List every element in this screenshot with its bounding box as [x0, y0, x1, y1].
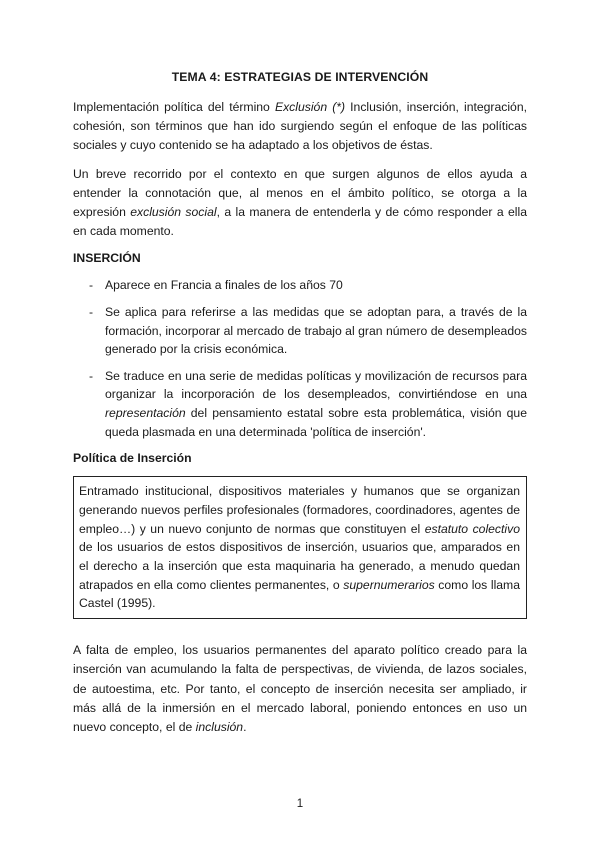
definition-text-b: de los usuarios de estos dispositivos de inserción, usuarios que, amparados en el derecho a la inserción que esta maquinaria ha generado, a menudo quedan atrapados en ella como clientes permanentes, o	[79, 540, 520, 592]
definition-italic-1: estatuto colectivo	[424, 521, 520, 536]
dash-bullet: -	[89, 278, 94, 293]
dash-bullet: -	[89, 305, 94, 320]
intro-p2-italic: exclusión social	[130, 205, 217, 220]
list-item-text: Se aplica para referirse a las medidas que se adoptan para, a través de la formación, incorporar al mercado de trabajo al gran número de desempleados generado por la crisis económica.	[105, 305, 527, 357]
definition-box	[73, 476, 527, 619]
intro-p2-text-after: , a la manera de entenderla y de cómo responder a ella en cada momento.	[73, 205, 527, 239]
definition-italic-2: supernumerarios	[343, 577, 435, 592]
page-number: 1	[296, 798, 304, 810]
insercion-list	[73, 276, 527, 441]
closing-text: A falta de empleo, los usuarios permanentes del aparato político creado para la inserción van acumulando la falta de perspectivas, de vivienda, de lazos sociales, de autoestima, etc. Por tanto, el concepto de inserción necesita ser ampliado, ir más allá de la inmersión en el mercado laboral, poniendo entonces en uso un nuevo concepto, el de	[73, 643, 527, 734]
definition-text	[79, 482, 520, 613]
intro-p1-italic: Exclusión (*)	[274, 100, 346, 114]
list-item	[73, 303, 527, 359]
list-item-text: Se traduce en una serie de medidas políticas y movilización de recursos para organizar la incorporación de los desempleados, convirtiéndose en una	[105, 368, 527, 402]
closing-paragraph	[73, 641, 527, 737]
intro-paragraph-1	[73, 98, 527, 156]
list-item-italic: representación	[105, 405, 186, 420]
intro-paragraph-2	[73, 165, 527, 242]
list-item-text-after: del pensamiento estatal sobre esta problemática, visión que queda plasmada en una determinada 'política de inserción'.	[105, 405, 527, 439]
dash-bullet: -	[89, 368, 94, 383]
definition-text-a: Entramado institucional, dispositivos materiales y humanos que se organizan generando nuevos perfiles profesionales (formadores, coordinadores, agentes de empleo…) y un nuevo conjunto de normas que constituyen el	[79, 484, 520, 536]
intro-p2-text: Un breve recorrido por el contexto en que surgen algunos de ellos ayuda a entender la connotación que, al menos en el ámbito político, se otorga a la expresión	[73, 166, 527, 220]
list-item-text: Aparece en Francia a finales de los años 70	[105, 278, 343, 293]
document-title: TEMA 4: ESTRATEGIAS DE INTERVENCIÓN	[171, 70, 429, 84]
closing-italic: inclusión	[195, 719, 244, 734]
intro-p1-text-after: Inclusión, inserción, integración, cohesión, son términos que han ido surgiendo según el enfoque de las políticas sociales y cuyo contenido se ha adaptado a los objetivos de éstas.	[73, 100, 527, 153]
definition-text-c: como los llama Castel (1995).	[79, 577, 520, 611]
closing-text-after: .	[243, 719, 247, 734]
list-item	[73, 367, 527, 441]
list-item	[73, 276, 527, 295]
intro-p1-text: Implementación política del término	[73, 100, 275, 114]
politica-heading: Política de Inserción	[73, 451, 192, 466]
insercion-heading: INSERCIÓN	[73, 251, 141, 266]
